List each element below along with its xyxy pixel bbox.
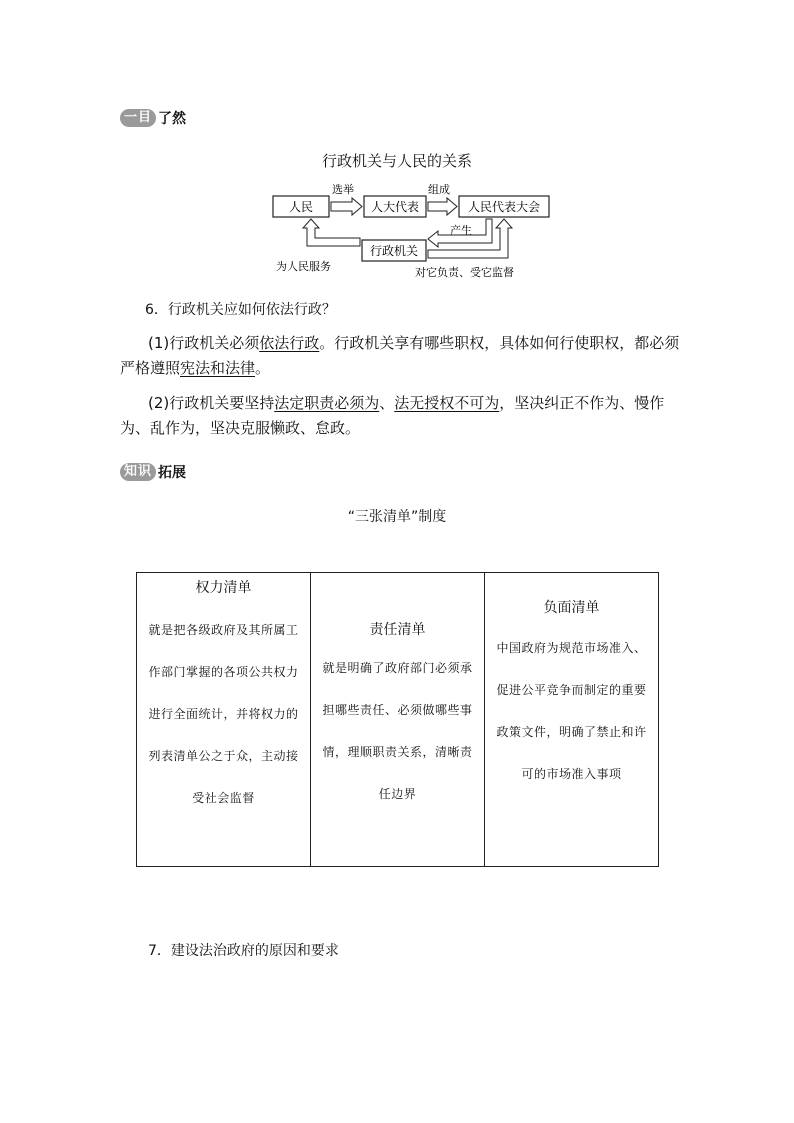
q6-p1-text-b: 。行政机关享有哪些职权，具体如何行使职权，都必须严格遵照	[120, 334, 680, 377]
diagram-title: 行政机关与人民的关系	[321, 152, 472, 170]
q6-p1-key-1: 依法行政	[259, 334, 320, 352]
column-head: 责任清单	[369, 622, 426, 638]
list-column-responsibility	[311, 573, 485, 867]
label-responsible: 对它负责、受它监督	[415, 266, 514, 279]
box-congress-label: 人民代表大会	[467, 200, 541, 214]
q7-heading: 7．建设法治政府的原因和要求	[148, 943, 339, 959]
q6-paragraph-1	[120, 331, 680, 381]
q6-p2-text-a: (2)行政机关要坚持	[148, 394, 275, 412]
column-body: 就是明确了政府部门必须承担哪些责任、必须做哪些事情，理顺职责关系，清晰责任边界	[322, 661, 473, 801]
column-body: 就是把各级政府及其所属工作部门掌握的各项公共权力进行全面统计，并将权力的列表清单公之于众，主动接受社会监督	[148, 623, 299, 805]
q6-p2-text-c: ，坚决纠正不作为、慢作为、乱作为，坚决克服懒政、怠政。	[120, 394, 665, 437]
box-admin-label: 行政机关	[369, 244, 419, 258]
badge-pill: 知识	[120, 463, 156, 481]
arrow-elect	[331, 198, 362, 215]
list-column-power	[137, 573, 311, 867]
relationship-diagram	[260, 180, 560, 280]
q6-p2-key-1: 法定职责必须为	[274, 394, 380, 412]
q6-p2-key-2: 法无授权不可为	[394, 394, 500, 412]
q6-p1-text-c: 。	[255, 359, 271, 377]
label-form: 组成	[428, 183, 450, 196]
badge-text: 了然	[158, 111, 187, 127]
q6-p1-text-a: (1)行政机关必须	[148, 334, 260, 352]
column-head: 负面清单	[543, 600, 600, 616]
three-lists-table	[136, 572, 659, 867]
label-serve: 为人民服务	[276, 260, 331, 273]
q6-p2-text-b: 、	[379, 394, 395, 412]
box-people-label: 人民	[288, 200, 314, 214]
section-badge-extension	[120, 461, 186, 483]
badge-text: 拓展	[158, 465, 187, 481]
section-badge-overview	[120, 107, 186, 129]
q6-heading: 6．行政机关应如何依法行政？	[145, 302, 336, 318]
column-body: 中国政府为规范市场准入、促进公平竞争而制定的重要政策文件，明确了禁止和许可的市场准入事项	[496, 641, 647, 781]
list-column-negative	[485, 573, 659, 867]
q6-paragraph-2	[120, 391, 680, 441]
label-produce: 产生	[450, 224, 472, 237]
box-npc-delegates-label: 人大代表	[370, 200, 420, 214]
arrow-serve	[303, 219, 360, 246]
badge-pill: 一目	[120, 109, 156, 127]
column-head: 权力清单	[195, 580, 252, 596]
q6-p1-key-2: 宪法和法律	[180, 359, 256, 377]
arrow-form	[428, 198, 457, 215]
label-elect: 选举	[332, 183, 354, 196]
lists-title: “三张清单”制度	[347, 509, 447, 525]
